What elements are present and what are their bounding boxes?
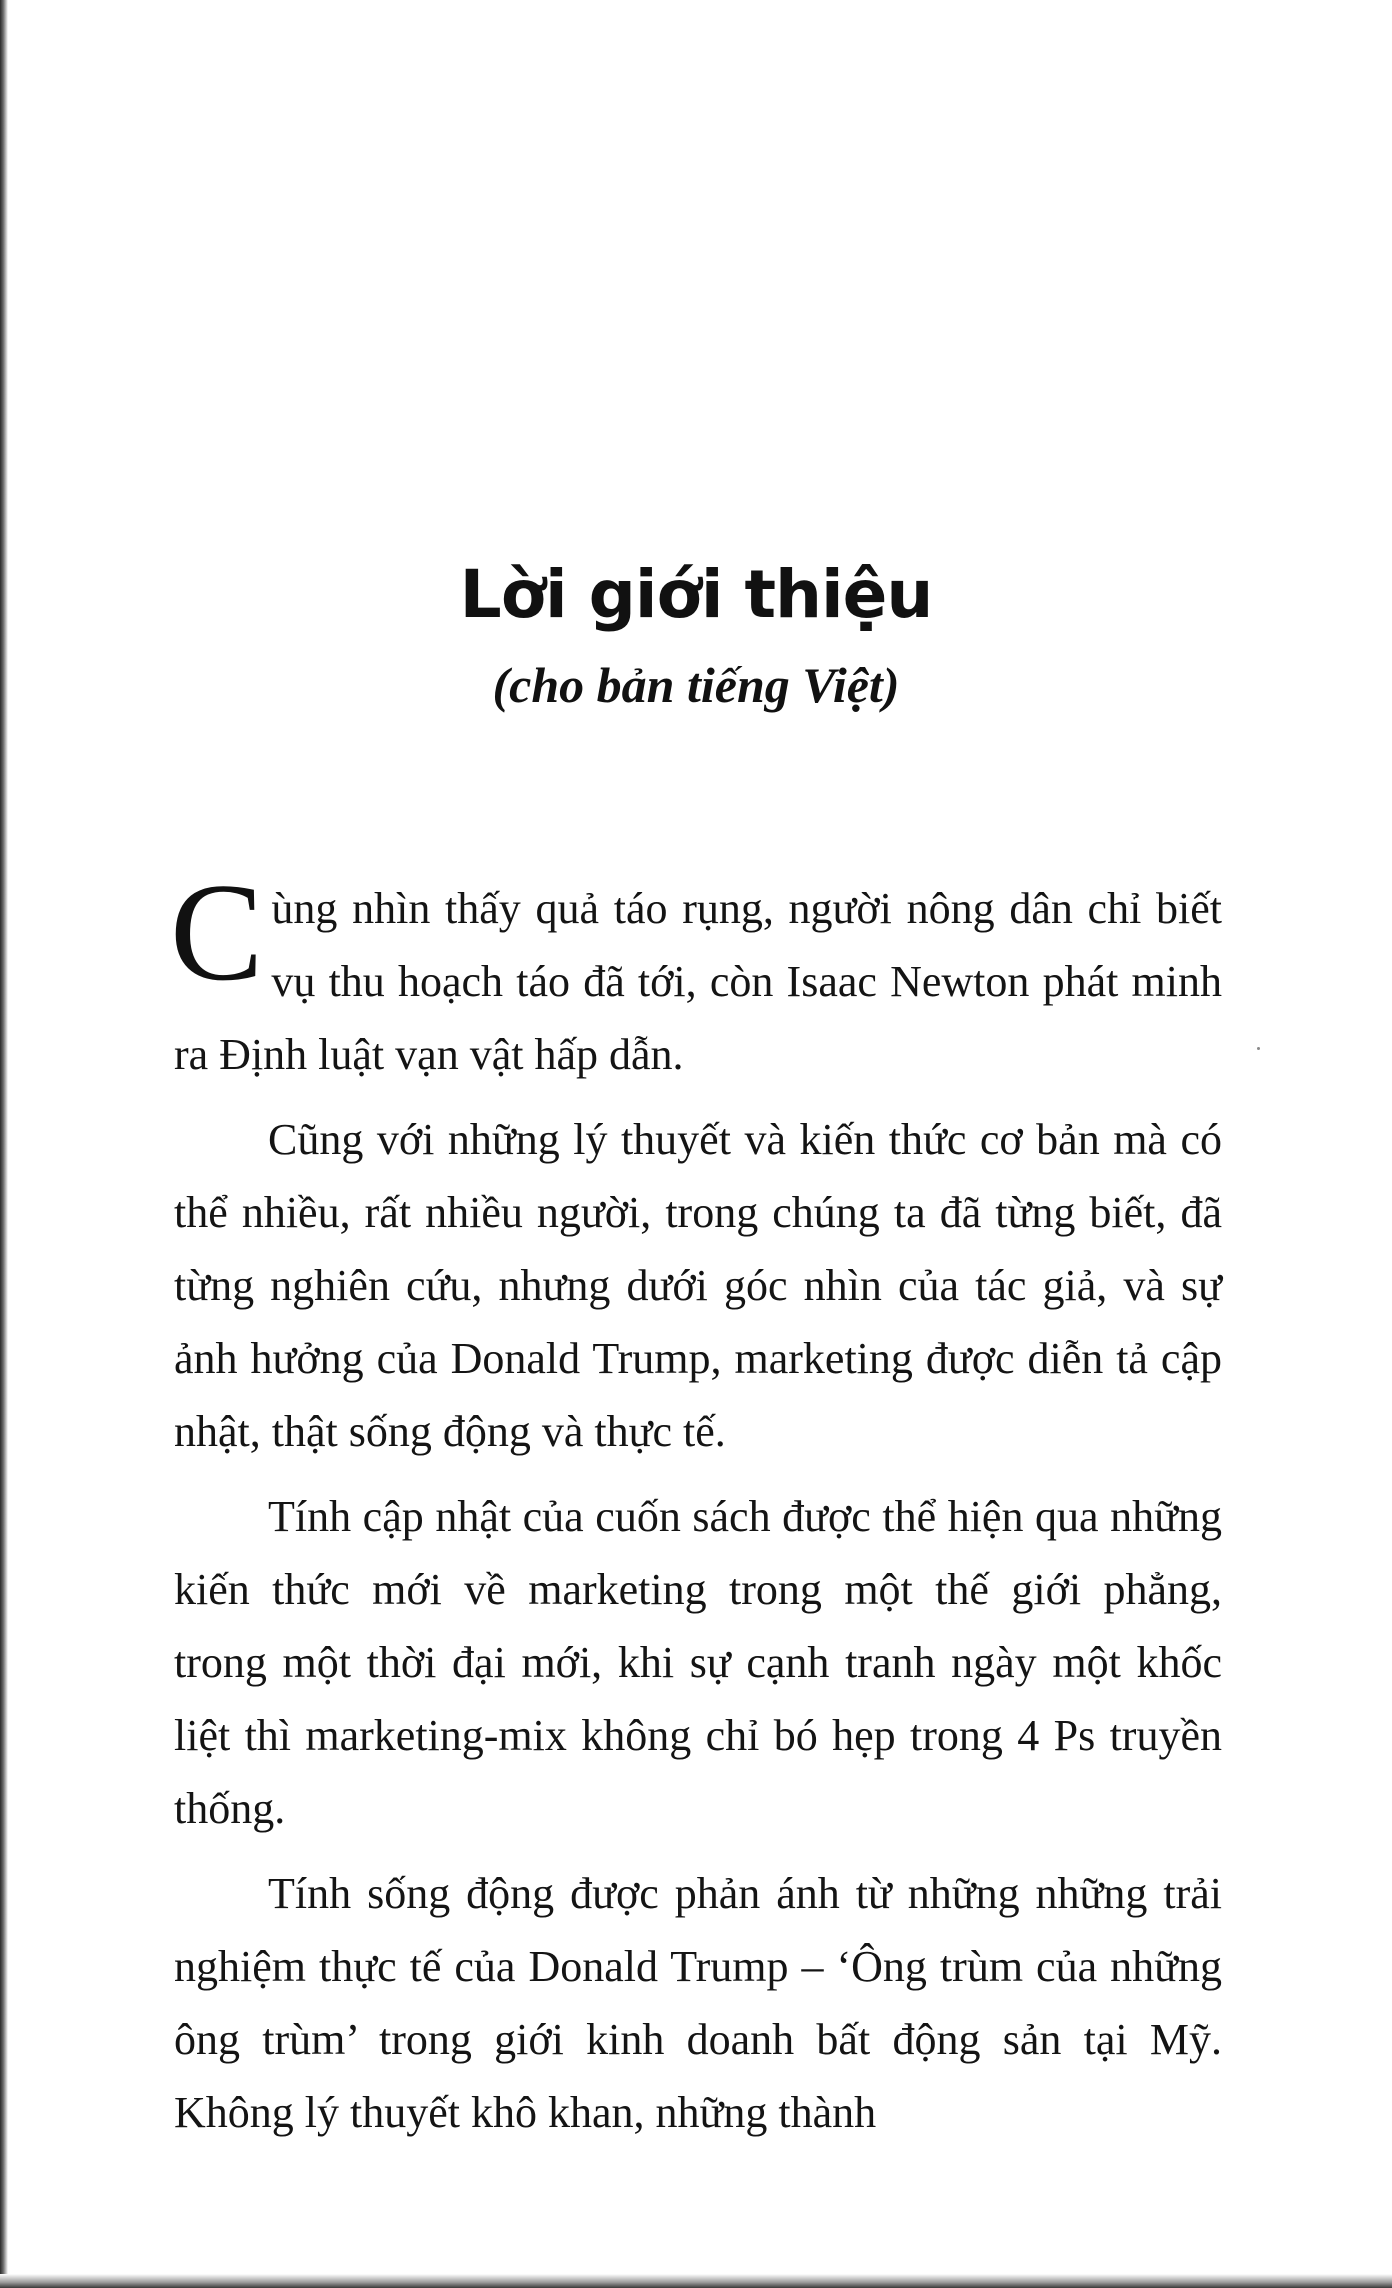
page-speck	[1257, 1047, 1260, 1050]
paragraph-3: Tính cập nhật của cuốn sách được thể hiện qua những kiến thức mới về marketing trong một thế giới phẳng, trong một thời đại mới, khi sự cạnh tranh ngày một khốc liệt thì marketing-mix không chỉ bó hẹp trong 4 Ps truyền thống.	[174, 1492, 1222, 1833]
paragraph-1-text: ùng nhìn thấy quả táo rụng, người nông dân chỉ biết vụ thu hoạch táo đã tới, còn Isaac Newton phát minh ra Định luật vạn vật hấp dẫn.	[174, 884, 1222, 1079]
paragraph-2: Cũng với những lý thuyết và kiến thức cơ bản mà có thể nhiều, rất nhiều người, trong chúng ta đã từng biết, đã từng nghiên cứu, nhưng dưới góc nhìn của tác giả, và sự ảnh hưởng của Donald Trump, marketing được diễn tả cập nhật, thật sống động và thực tế.	[174, 1115, 1222, 1456]
page-edge-bottom	[0, 2274, 1392, 2288]
page-edge-left	[0, 0, 8, 2288]
chapter-title: Lời giới thiệu	[459, 556, 933, 633]
paragraph-1	[170, 855, 1222, 1091]
chapter-subtitle: (cho bản tiếng Việt)	[492, 657, 900, 713]
drop-cap: C	[170, 855, 264, 1010]
paragraph-4: Tính sống động được phản ánh từ những những trải nghiệm thực tế của Donald Trump – ‘Ông trùm của những ông trùm’ trong giới kinh doanh bất động sản tại Mỹ. Không lý thuyết khô khan, những thành	[174, 1869, 1222, 2137]
body-text	[170, 855, 1222, 2161]
